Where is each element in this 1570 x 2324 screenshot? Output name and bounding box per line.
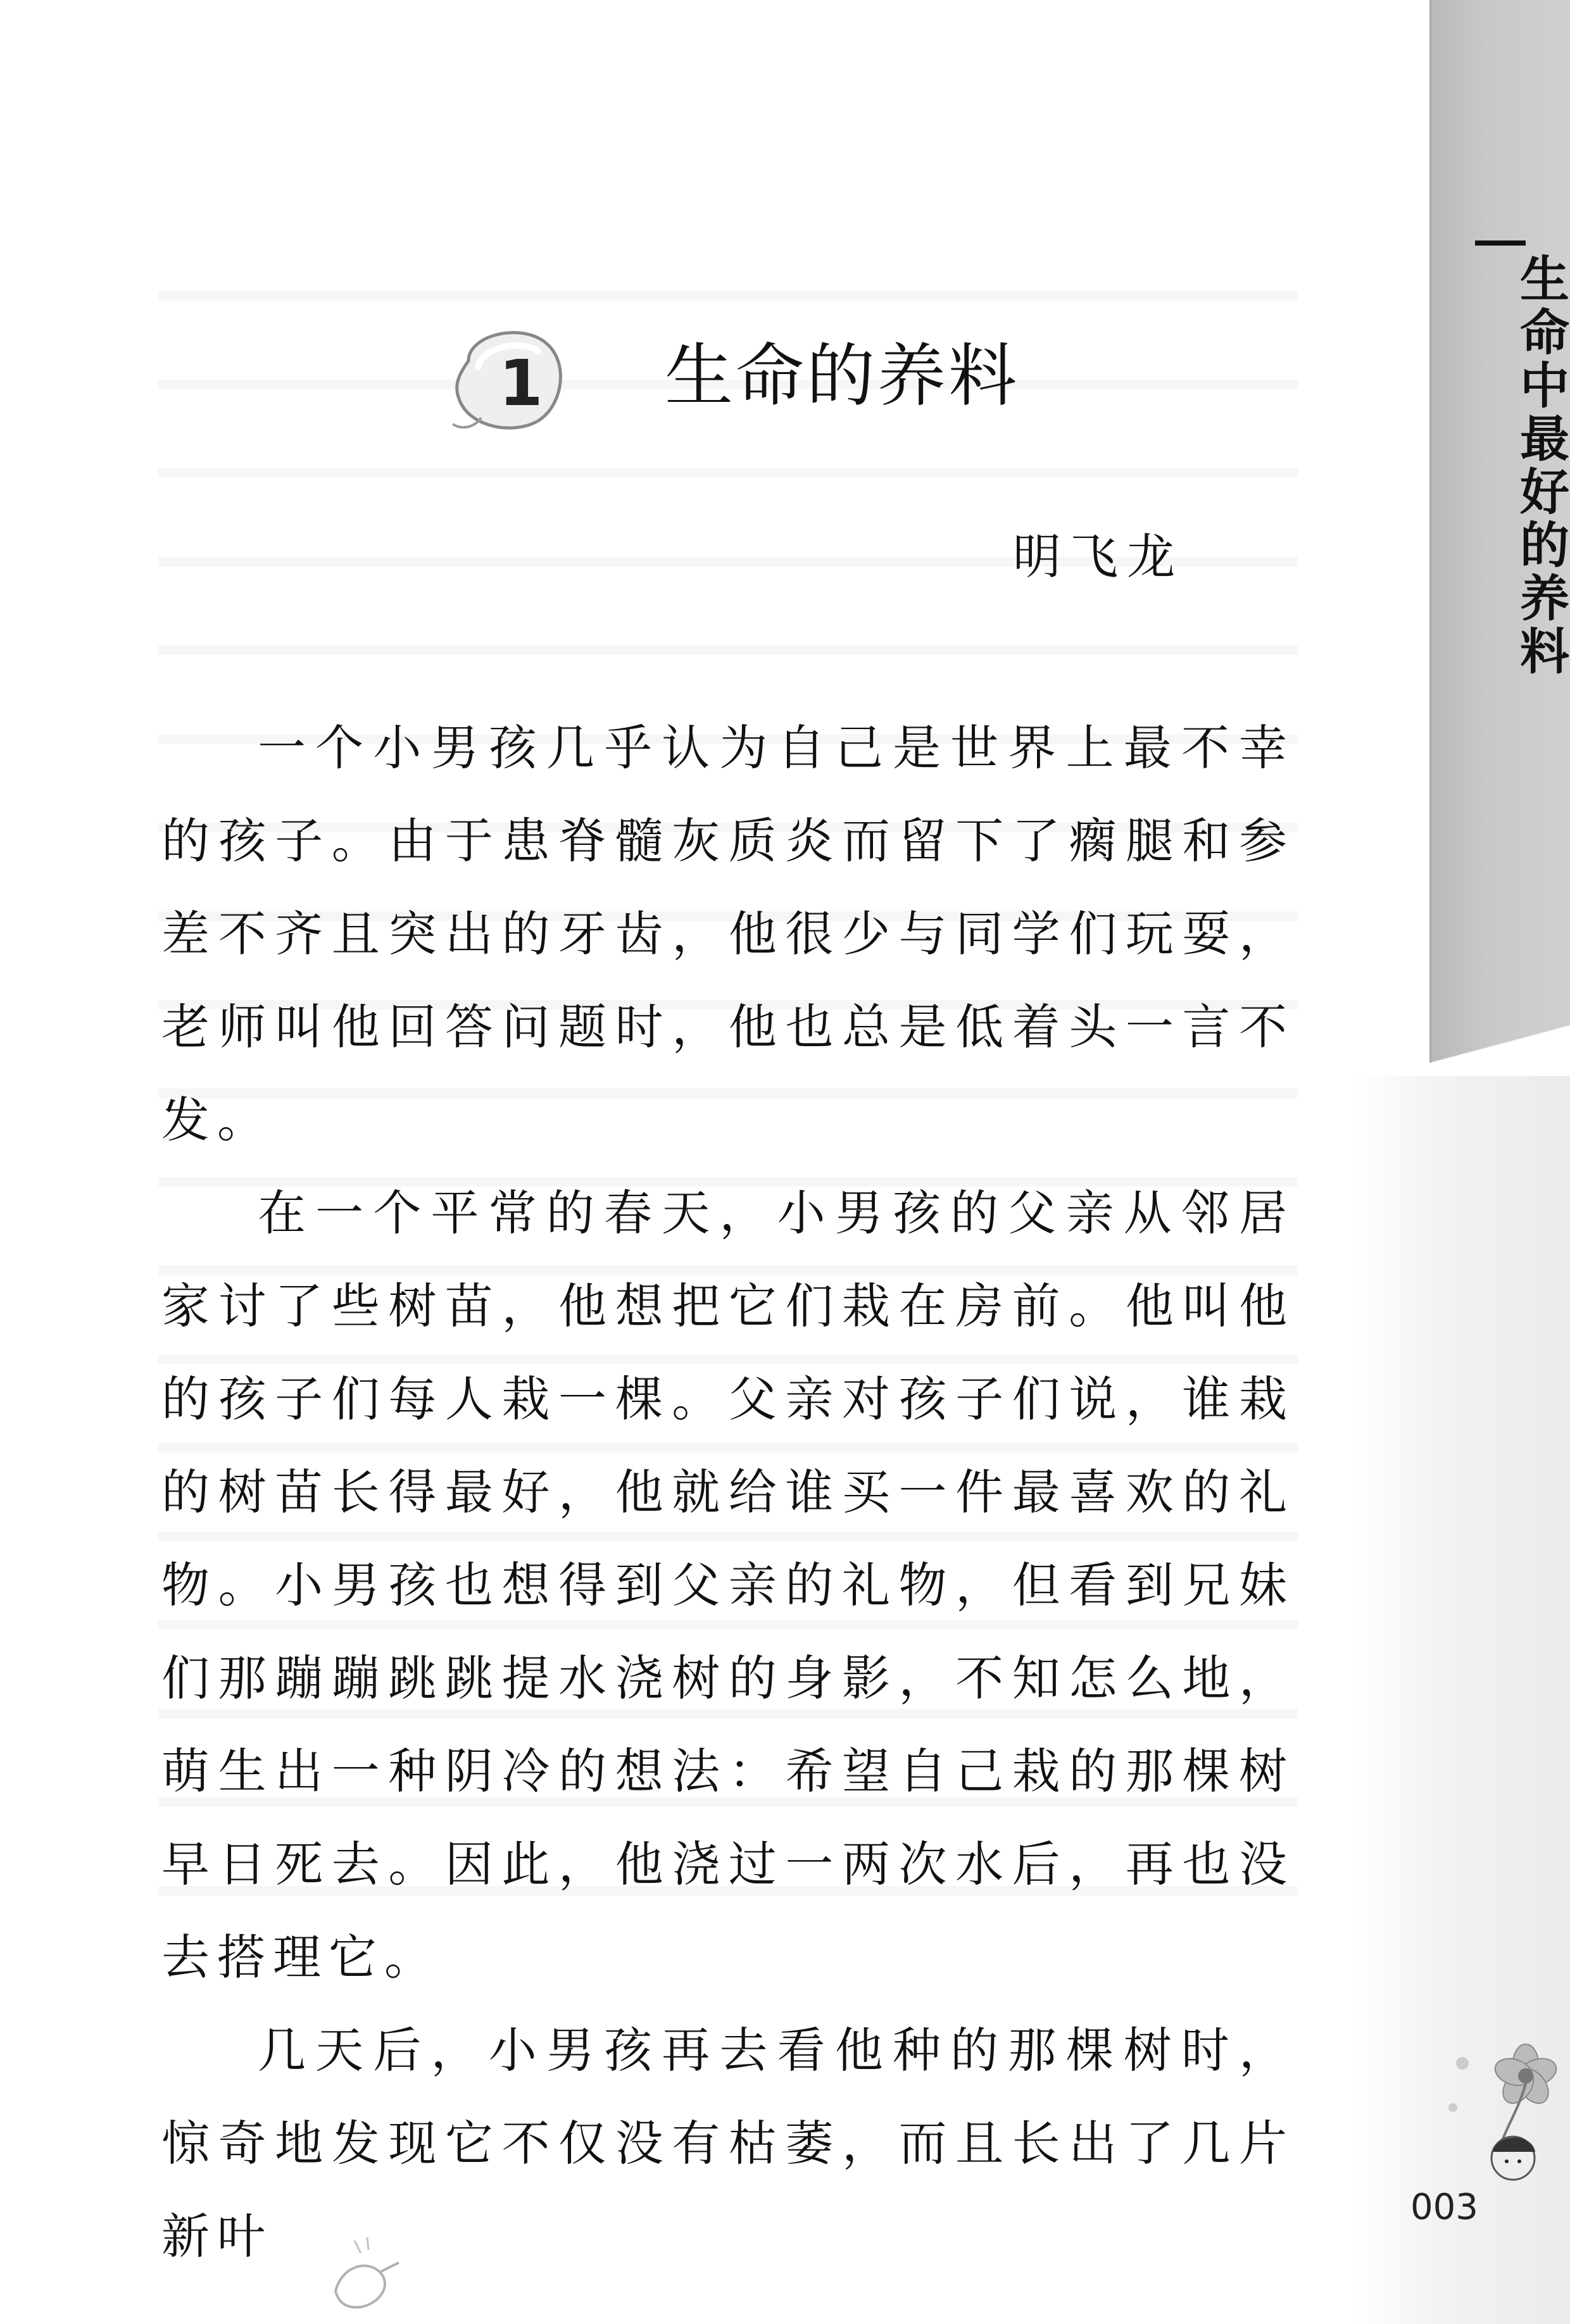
paragraph-3: 几天后，小男孩再去看他种的那棵树时，惊奇地发现它不仅没有枯萎，而且长出了几片新叶 [161, 2022, 1295, 2265]
author: 明飞龙 [1013, 528, 1184, 585]
chapter-title: 生命的养料 [665, 337, 1020, 416]
side-section-title: 生命中最好的养料 [1512, 253, 1569, 678]
chapter-badge-icon [443, 323, 570, 437]
side-section-number [1475, 241, 1526, 246]
paragraph-2: 在一个平常的春天，小男孩的父亲从邻居家讨了些树苗，他想把它们栽在房前。他叫他的孩子们每人栽一棵。父亲对孩子们说，谁栽的树苗长得最好，他就给谁买一件最喜欢的礼物。小男孩也想得到父亲的礼物，但看到兄妹们那蹦蹦跳跳提水浇树的身影，不知怎么地，萌生出一种阴冷的想法：希望自己栽的那棵树早日死去。因此，他浇过一两次水后，再也没去搭理它。 [161, 1185, 1295, 1985]
page-number: 003 [1410, 2187, 1478, 2228]
body-text [161, 701, 1295, 2283]
paragraph-1: 一个小男孩几乎认为自己是世界上最不幸的孩子。由于患脊髓灰质炎而留下了瘸腿和参差不齐且突出的牙齿，他很少与同学们玩耍，老师叫他回答问题时，他也总是低着头一言不发。 [161, 720, 1295, 1148]
chapter-number: 1 [499, 346, 543, 420]
bird-sketch-icon [317, 2228, 411, 2316]
flower-girl-icon [1437, 2038, 1564, 2190]
